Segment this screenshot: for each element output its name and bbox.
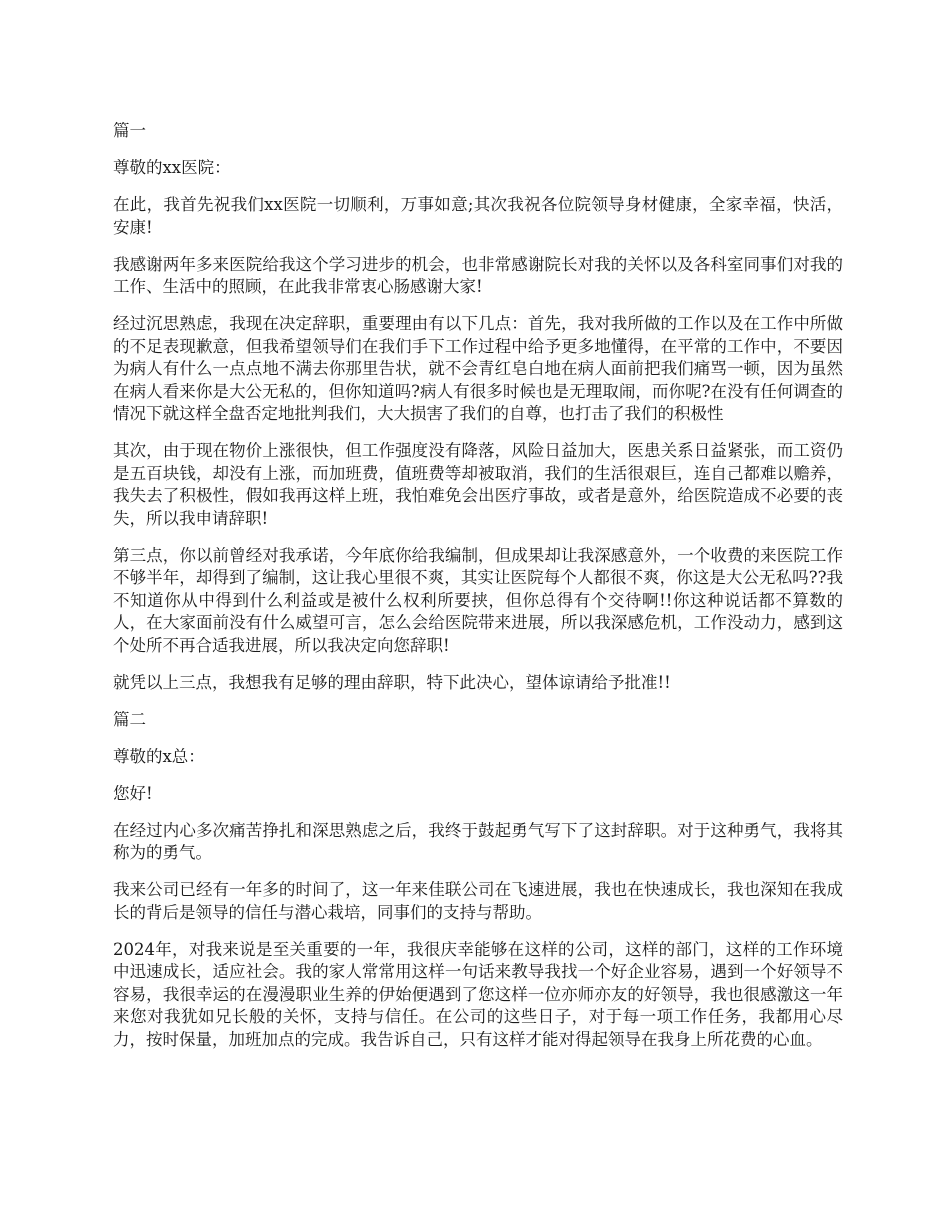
section-heading-2: 篇二 — [113, 709, 146, 729]
closing-paragraph: 就凭以上三点，我想我有足够的理由辞职，特下此决心，望体谅请给予批准!! — [113, 672, 671, 692]
salutation-2: 尊敬的x总： — [113, 746, 205, 766]
body-paragraph: 在此，我首先祝我们xx医院一切顺利，万事如意;其次我祝各位院领导身材健康，全家幸福，快活，安康! — [113, 195, 843, 237]
body-paragraph: 经过沉思熟虑，我现在决定辞职，重要理由有以下几点：首先，我对我所做的工作以及在工作中所做的不足表现歉意，但我希望领导们在我们手下工作过程中给予更多地懂得，在平常的工作中，不要因为病人有什么一点点地不满去你那里告状，就不会青红皂白地在病人面前把我们痛骂一顿，因为虽然在病人看来你是大公无私的，但你知道吗?病人有很多时候也是无理取闹，而你呢?在没有任何调查的情况下就这样全盘否定地批判我们，大大损害了我们的自尊，也打击了我们的积极性 — [113, 314, 843, 423]
body-paragraph: 我感谢两年多来医院给我这个学习进步的机会，也非常感谢院长对我的关怀以及各科室同事们对我的工作、生活中的照顾，在此我非常衷心肠感谢大家! — [113, 254, 843, 296]
body-paragraph: 其次，由于现在物价上涨很快，但工作强度没有降落，风险日益加大，医患关系日益紧张，而工资仍是五百块钱，却没有上涨，而加班费，值班费等却被取消，我们的生活很艰巨，连自己都难以赡养，我失去了积极性，假如我再这样上班，我怕难免会出医疗事故，或者是意外，给医院造成不必要的丧失，所以我申请辞职! — [113, 441, 843, 528]
greeting: 您好! — [113, 783, 153, 803]
body-paragraph: 2024年，对我来说是至关重要的一年，我很庆幸能够在这样的公司，这样的部门，这样的工作环境中迅速成长，适应社会。我的家人常常用这样一句话来教导我找一个好企业容易，遇到一个好领导不容易，我很幸运的在漫漫职业生养的伊始便遇到了您这样一位亦师亦友的好领导，我也很感激这一年来您对我犹如兄长般的关怀，支持与信任。在公司的这些日子，对于每一项工作任务，我都用心尽力，按时保量，加班加点的完成。我告诉自己，只有这样才能对得起领导在我身上所花费的心血。 — [113, 939, 843, 1049]
body-paragraph: 在经过内心多次痛苦挣扎和深思熟虑之后，我终于鼓起勇气写下了这封辞职。对于这种勇气，我将其称为的勇气。 — [113, 820, 843, 862]
document-body — [113, 120, 843, 1066]
body-paragraph: 第三点，你以前曾经对我承诺，今年底你给我编制，但成果却让我深感意外，一个收费的来医院工作不够半年，却得到了编制，这让我心里很不爽，其实让医院每个人都很不爽，你这是大公无私吗??我不知道你从中得到什么利益或是被什么权利所要挟，但你总得有个交待啊!!你这种说话都不算数的人，在大家面前没有什么威望可言，怎么会给医院带来进展，所以我深感危机，工作没动力，感到这个处所不再合适我进展，所以我决定向您辞职! — [113, 545, 843, 655]
body-paragraph: 我来公司已经有一年多的时间了，这一年来佳联公司在飞速进展，我也在快速成长，我也深知在我成长的背后是领导的信任与潜心栽培，同事们的支持与帮助。 — [113, 880, 843, 922]
salutation-1: 尊敬的xx医院： — [113, 158, 231, 177]
section-heading-1: 篇一 — [113, 121, 146, 140]
